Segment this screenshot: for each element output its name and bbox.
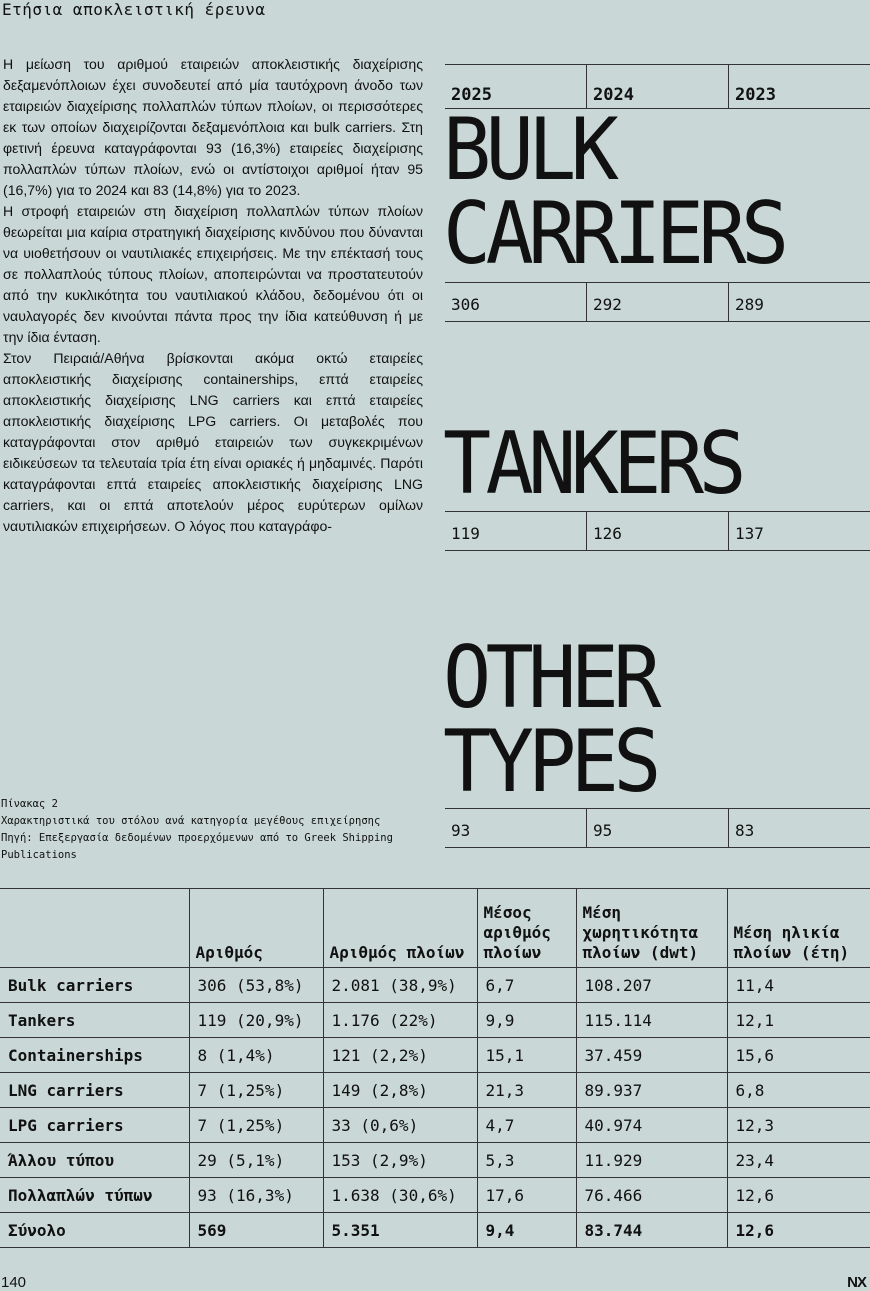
table-cell: 121 (2,2%) — [323, 1038, 477, 1073]
table-cell: 115.114 — [576, 1003, 727, 1038]
table-cell: 119 (20,9%) — [189, 1003, 323, 1038]
value-2023: 137 — [728, 512, 870, 550]
body-text — [3, 54, 423, 537]
year-label: 2023 — [728, 65, 870, 108]
table-cell: 12,6 — [727, 1178, 870, 1213]
table-row — [0, 1143, 870, 1178]
row-label: LNG carriers — [0, 1073, 189, 1108]
year-label: 2025 — [451, 85, 492, 105]
row-label: Πολλαπλών τύπων — [0, 1178, 189, 1213]
table-row — [0, 1003, 870, 1038]
table-cell: 11,4 — [727, 968, 870, 1003]
value-2025: 306 — [451, 295, 480, 314]
publication-logo: NX — [847, 1274, 866, 1291]
body-paragraph: Η στροφή εταιρειών στη διαχείριση πολλαπλών τύπων πλοίων θεωρείται μια καίρια στρατηγική διαχείρισης κινδύνου που δύνανται να υιοθετήσουν οι ναυτιλιακές επιχειρήσεις. Με την επέκτασή τους σε πολλαπλούς τύπους πλοίων, αποπειρώνται να προστατευτούν από την κυκλικότητα του ναυτιλιακού κλάδου, δεδομένου ότι οι ναυλαγορές δεν κινούνται πάντα προς την ίδια κατεύθυνση ή με την ίδια ένταση. — [3, 203, 423, 345]
body-paragraph: Η μείωση του αριθμού εταιρειών αποκλειστικής διαχείρισης δεξαμενόπλοιων έχει συνοδευτεί από μία ταυτόχρονη άνοδο των εταιρειών διαχείρισης πολλαπλών τύπων πλοίων, οι περισσότερες εκ των οποίων διαχειρίζονται δεξαμενόπλοια και bulk carriers. Στη φετινή έρευνα καταγράφονται 93 (16,3%) εταιρείες διαχείρισης πολλαπλών τύπων πλοίων, ενώ οι αντίστοιχοι αριθμοί ήταν 95 (16,7%) για το 2024 και 83 (14,8%) για το 2023. — [3, 56, 423, 198]
caption-label: Πίνακας 2 — [1, 798, 58, 810]
value-2024: 95 — [586, 809, 728, 847]
table-cell: 83.744 — [576, 1213, 727, 1248]
table-cell: 8 (1,4%) — [189, 1038, 323, 1073]
table-header: Μέσος αριθμός πλοίων — [477, 889, 576, 968]
row-label: Σύνολο — [0, 1213, 189, 1248]
table-cell: 9,9 — [477, 1003, 576, 1038]
category-values-bulk — [445, 282, 870, 322]
table-cell: 7 (1,25%) — [189, 1073, 323, 1108]
table-row — [0, 1178, 870, 1213]
page-number: 140 — [1, 1274, 27, 1291]
table-header: Αριθμός — [189, 889, 323, 968]
table-row — [0, 1108, 870, 1143]
table-row — [0, 1213, 870, 1248]
table-cell: 6,7 — [477, 968, 576, 1003]
table-cell: 17,6 — [477, 1178, 576, 1213]
value-2025: 119 — [451, 524, 480, 543]
table-cell: 76.466 — [576, 1178, 727, 1213]
value-2024: 126 — [586, 512, 728, 550]
table-cell: 7 (1,25%) — [189, 1108, 323, 1143]
table-cell: 5.351 — [323, 1213, 477, 1248]
table-cell: 108.207 — [576, 968, 727, 1003]
table-header-row — [0, 889, 870, 968]
body-paragraph: Στον Πειραιά/Αθήνα βρίσκονται ακόμα οκτώ εταιρείες αποκλειστικής διαχείρισης containerships, επτά εταιρείες αποκλειστικής διαχείρισης LNG carriers και επτά εταιρείες αποκλειστικής διαχείρισης LPG carriers. Οι μεταβολές που καταγράφονται στον αριθμό εταιρειών των συγκεκριμένων ειδικεύσεων τα τελευταία τρία έτη είναι οριακές ή μηδαμινές. Παρότι καταγράφονται επτά εταιρείες αποκλειστικής διαχείρισης LNG carriers, και οι επτά αποτελούν μέρος ευρύτερων ομίλων ναυτιλιακών επιχειρήσεων. Ο λόγος που καταγράφο- — [3, 350, 423, 534]
table-cell: 89.937 — [576, 1073, 727, 1108]
caption-title: Χαρακτηριστικά του στόλου ανά κατηγορία μεγέθους επιχείρησης — [1, 815, 381, 827]
table-cell: 11.929 — [576, 1143, 727, 1178]
table-cell: 306 (53,8%) — [189, 968, 323, 1003]
table-caption — [1, 796, 421, 864]
value-2023: 83 — [728, 809, 870, 847]
table-cell: 29 (5,1%) — [189, 1143, 323, 1178]
category-values-other — [445, 808, 870, 848]
table-cell: 1.638 (30,6%) — [323, 1178, 477, 1213]
table-cell: 4,7 — [477, 1108, 576, 1143]
row-label: Bulk carriers — [0, 968, 189, 1003]
category-title-bulk: BULK CARRIERS — [443, 100, 784, 284]
year-label: 2024 — [586, 65, 728, 108]
table-cell: 37.459 — [576, 1038, 727, 1073]
row-label: LPG carriers — [0, 1108, 189, 1143]
table-cell: 23,4 — [727, 1143, 870, 1178]
table-header: Αριθμός πλοίων — [323, 889, 477, 968]
table-cell: 5,3 — [477, 1143, 576, 1178]
table-cell: 12,1 — [727, 1003, 870, 1038]
running-head: Ετήσια αποκλειστική έρευνα — [2, 0, 266, 19]
table-cell: 15,1 — [477, 1038, 576, 1073]
table-cell: 1.176 (22%) — [323, 1003, 477, 1038]
row-label: Tankers — [0, 1003, 189, 1038]
category-title-tankers: TANKERS — [443, 414, 742, 514]
table-row — [0, 968, 870, 1003]
table-cell: 12,6 — [727, 1213, 870, 1248]
table-cell: 33 (0,6%) — [323, 1108, 477, 1143]
category-values-tankers — [445, 511, 870, 551]
table-row — [0, 1073, 870, 1108]
table-cell: 12,3 — [727, 1108, 870, 1143]
table-cell: 40.974 — [576, 1108, 727, 1143]
table-cell: 9,4 — [477, 1213, 576, 1248]
table-cell: 2.081 (38,9%) — [323, 968, 477, 1003]
fleet-table — [0, 888, 870, 1248]
table-cell: 6,8 — [727, 1073, 870, 1108]
row-label: Άλλου τύπου — [0, 1143, 189, 1178]
table-cell: 21,3 — [477, 1073, 576, 1108]
value-2023: 289 — [728, 283, 870, 321]
table-cell: 153 (2,9%) — [323, 1143, 477, 1178]
table-header — [0, 889, 189, 968]
value-2025: 93 — [451, 821, 471, 840]
category-title-other: OTHER TYPES — [443, 628, 656, 812]
value-2024: 292 — [586, 283, 728, 321]
table-header: Μέση ηλικία πλοίων (έτη) — [727, 889, 870, 968]
row-label: Containerships — [0, 1038, 189, 1073]
table-cell: 569 — [189, 1213, 323, 1248]
table-header: Μέση χωρητικότητα πλοίων (dwt) — [576, 889, 727, 968]
caption-source: Πηγή: Επεξεργασία δεδομένων προερχόμενων από το Greek Shipping Publications — [1, 832, 393, 861]
table-cell: 15,6 — [727, 1038, 870, 1073]
table-cell: 149 (2,8%) — [323, 1073, 477, 1108]
table-row — [0, 1038, 870, 1073]
table-cell: 93 (16,3%) — [189, 1178, 323, 1213]
